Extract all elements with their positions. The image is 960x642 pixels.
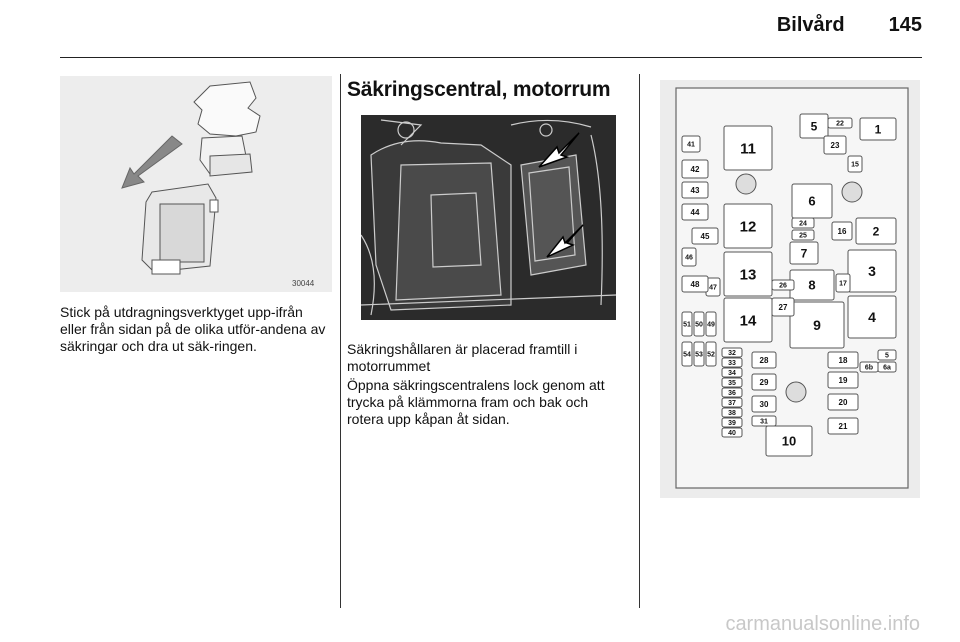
fuse-5 — [878, 350, 896, 360]
fuse-7 — [790, 242, 818, 264]
fuse-35 — [722, 378, 742, 387]
fuse-46 — [682, 248, 696, 266]
svg-text:13: 13 — [739, 266, 757, 284]
fuse-27 — [772, 298, 794, 316]
fuse-17 — [836, 274, 850, 292]
svg-text:52: 52 — [707, 351, 715, 359]
svg-text:4: 4 — [868, 309, 876, 326]
fuse-50 — [694, 312, 704, 336]
fuse-51 — [682, 312, 692, 336]
fuse-42 — [682, 160, 708, 178]
fuse-20 — [828, 394, 858, 410]
fuse-53 — [694, 342, 704, 366]
svg-text:23: 23 — [830, 140, 840, 150]
svg-text:32: 32 — [728, 350, 736, 358]
fuse-box-diagram — [660, 80, 920, 498]
fuse-34 — [722, 368, 742, 377]
header-rule — [60, 57, 922, 58]
paragraph-instructions: Öppna säkringscentralens lock genom att trycka på klämmorna fram och bak och rotera upp kåpan åt sidan. — [347, 377, 605, 427]
svg-text:30: 30 — [759, 399, 769, 409]
svg-text:11: 11 — [740, 140, 756, 158]
fuse-15 — [848, 156, 862, 172]
fuse-24 — [792, 218, 814, 228]
watermark: carmanualsonline.info — [725, 613, 920, 635]
fuse-14 — [724, 298, 772, 342]
fuse-6 — [792, 184, 832, 218]
svg-text:2: 2 — [872, 224, 880, 239]
svg-text:44: 44 — [690, 207, 700, 217]
engine-compartment-illustration — [361, 115, 616, 320]
fuse-3 — [848, 250, 896, 292]
fuse-32 — [722, 348, 742, 357]
svg-text:25: 25 — [799, 232, 807, 240]
fuse-puller-illustration — [60, 76, 332, 292]
column-divider-1 — [340, 74, 341, 608]
svg-text:6a: 6a — [883, 364, 891, 372]
svg-text:33: 33 — [728, 360, 736, 368]
fuse-18 — [828, 352, 858, 368]
fuse-49 — [706, 312, 716, 336]
svg-text:54: 54 — [683, 351, 691, 359]
fuse-26 — [772, 280, 794, 290]
fuse-6a — [878, 362, 896, 372]
fuse-45 — [692, 228, 718, 244]
fuse-29 — [752, 374, 776, 390]
svg-text:7: 7 — [800, 246, 808, 261]
fuse-13 — [724, 252, 772, 296]
svg-text:20: 20 — [838, 397, 848, 407]
fuse-9 — [790, 302, 844, 348]
svg-text:43: 43 — [690, 185, 700, 195]
instruction-text: Stick på utdragningsverktyget upp-ifrån eller från sidan på de olika utför-andena av säkringar och dra ut säk-ringen. — [60, 304, 326, 354]
fuse-33 — [722, 358, 742, 367]
fuse-23 — [824, 136, 846, 154]
fuse-2 — [856, 218, 896, 244]
fuse-12 — [724, 204, 772, 248]
svg-text:1: 1 — [874, 122, 882, 137]
fuse-37 — [722, 398, 742, 407]
fuse-21 — [828, 418, 858, 434]
fuse-25 — [792, 230, 814, 240]
svg-text:53: 53 — [695, 351, 703, 359]
fuse-31 — [752, 416, 776, 426]
fuse-11 — [724, 126, 772, 170]
svg-text:31: 31 — [760, 418, 768, 426]
fuse-19 — [828, 372, 858, 388]
fuse-28 — [752, 352, 776, 368]
svg-text:18: 18 — [838, 355, 848, 365]
svg-text:21: 21 — [838, 421, 848, 431]
svg-text:40: 40 — [728, 430, 736, 438]
svg-text:15: 15 — [851, 161, 859, 169]
svg-text:29: 29 — [759, 377, 769, 387]
fuse-38 — [722, 408, 742, 417]
svg-text:12: 12 — [739, 218, 757, 236]
svg-text:39: 39 — [728, 420, 736, 428]
page-number: 145 — [888, 14, 922, 36]
fuse-6b — [860, 362, 878, 372]
svg-text:8: 8 — [808, 277, 816, 293]
svg-text:6b: 6b — [864, 364, 874, 372]
fuse-44 — [682, 204, 708, 220]
fuse-40 — [722, 428, 742, 437]
svg-text:5: 5 — [810, 119, 818, 134]
svg-text:24: 24 — [799, 220, 807, 228]
fuse-30 — [752, 396, 776, 412]
svg-text:45: 45 — [700, 231, 710, 241]
fuse-8 — [790, 270, 834, 300]
svg-text:22: 22 — [836, 120, 844, 128]
svg-text:5: 5 — [885, 352, 889, 360]
fuse-5 — [800, 114, 828, 138]
svg-text:35: 35 — [728, 380, 736, 388]
fuse-1 — [860, 118, 896, 140]
svg-text:37: 37 — [728, 400, 736, 408]
svg-text:14: 14 — [739, 312, 757, 330]
fuse-22 — [828, 118, 852, 128]
svg-text:34: 34 — [728, 370, 736, 378]
column-divider-2 — [639, 74, 640, 608]
svg-text:38: 38 — [728, 410, 736, 418]
svg-text:27: 27 — [778, 302, 788, 312]
svg-text:49: 49 — [707, 321, 715, 329]
svg-text:36: 36 — [728, 390, 736, 398]
svg-text:3: 3 — [868, 263, 876, 280]
svg-text:28: 28 — [759, 355, 769, 365]
svg-text:51: 51 — [683, 321, 691, 329]
svg-text:17: 17 — [839, 280, 847, 288]
fuse-10 — [766, 426, 812, 456]
svg-text:42: 42 — [690, 164, 700, 174]
fuse-41 — [682, 136, 700, 152]
fuse-43 — [682, 182, 708, 198]
section-heading: Säkringscentral, motorrum — [347, 78, 611, 101]
page-header — [777, 14, 922, 37]
image-code: 30044 — [292, 279, 315, 288]
svg-text:19: 19 — [838, 375, 848, 385]
svg-text:46: 46 — [685, 254, 693, 262]
paragraph-location: Säkringshållaren är placerad framtill i motorrummet — [347, 341, 578, 374]
svg-text:50: 50 — [695, 321, 703, 329]
svg-text:6: 6 — [808, 193, 816, 209]
fuse-52 — [706, 342, 716, 366]
svg-text:47: 47 — [709, 284, 717, 292]
svg-text:10: 10 — [781, 433, 797, 449]
fuse-39 — [722, 418, 742, 427]
fuse-48 — [682, 276, 708, 292]
fuse-54 — [682, 342, 692, 366]
svg-text:26: 26 — [779, 282, 787, 290]
svg-text:9: 9 — [813, 317, 821, 334]
fuse-4 — [848, 296, 896, 338]
fuse-16 — [832, 222, 852, 240]
svg-text:41: 41 — [687, 141, 695, 149]
svg-text:16: 16 — [837, 226, 847, 236]
svg-text:48: 48 — [690, 279, 700, 289]
fuse-36 — [722, 388, 742, 397]
section-title: Bilvård — [776, 14, 845, 36]
